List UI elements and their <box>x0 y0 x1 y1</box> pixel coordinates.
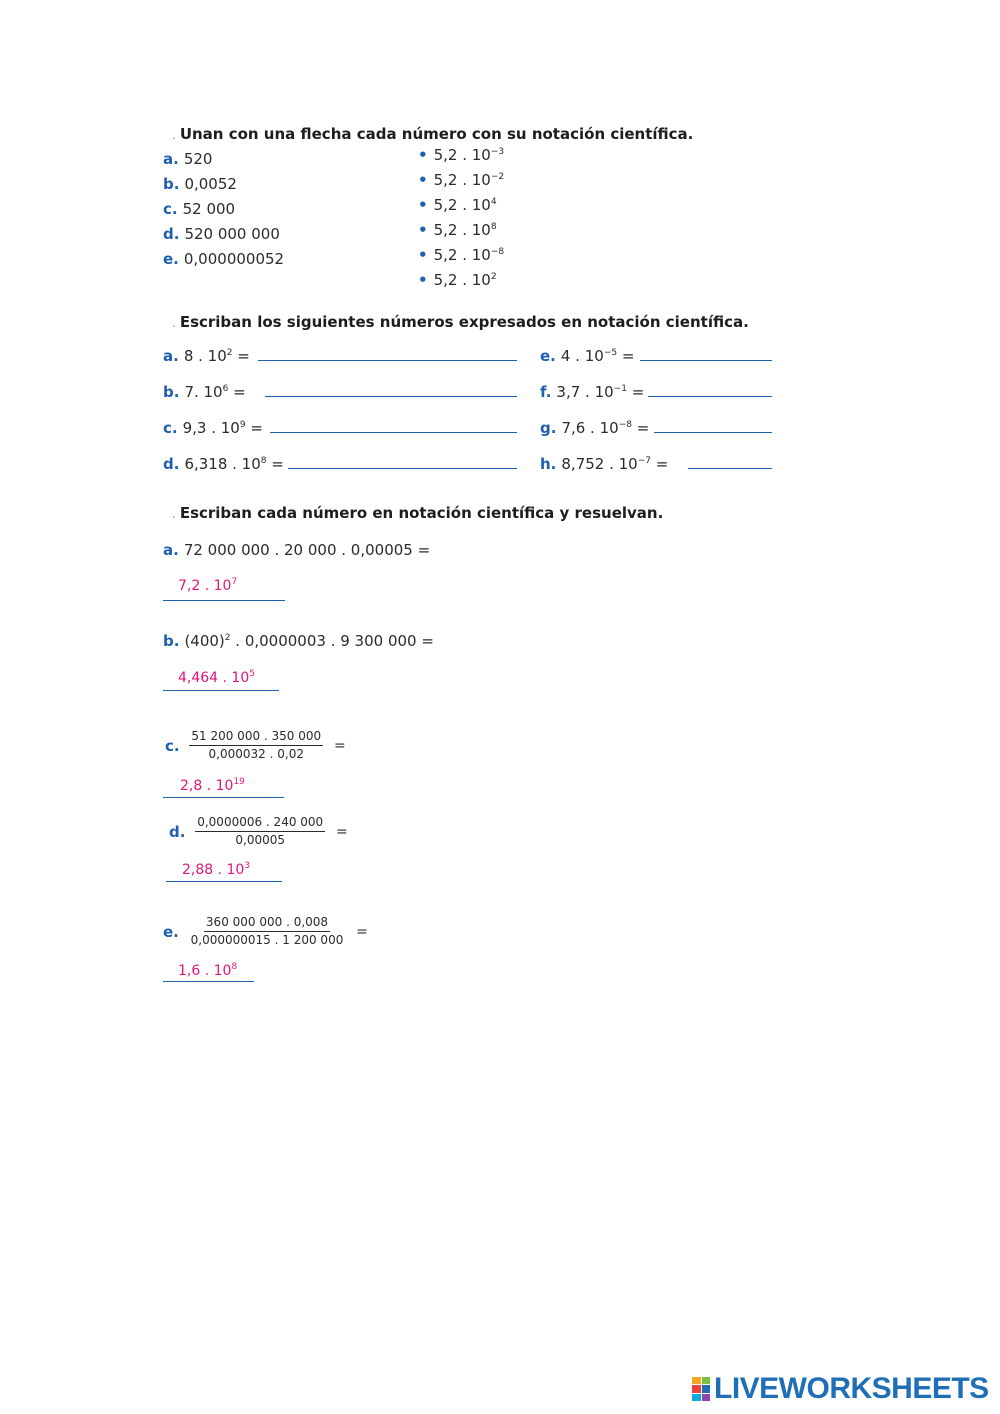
match-target[interactable]: • 5,2 . $10^4$ <box>418 196 497 214</box>
match-target[interactable]: • 5,2 . $10^{-2}$ <box>418 171 505 189</box>
answer-text-c[interactable]: 2,8 . $10^{19}$ <box>180 777 245 794</box>
answer-field-g[interactable] <box>654 416 772 433</box>
exercise-2-title: . Escriban los siguientes números expresados en notación científica. <box>172 313 749 331</box>
list-item: d. 520 000 000 <box>163 225 280 243</box>
ex2-item-h: h. 8,752 . $10^{-7}$ = <box>540 455 669 473</box>
fraction: $\frac{0,0000006 . 240 000}{0,00005}$ <box>197 815 324 847</box>
answer-text-e[interactable]: 1,6 . $10^8$ <box>178 962 238 979</box>
ex3-item-d: d. $\frac{0,0000006 . 240 000}{0,00005}$ = <box>169 815 348 847</box>
logo-square <box>692 1385 701 1392</box>
ex2-item-b: b. 7. $10^6$ = <box>163 383 246 401</box>
answer-field-a[interactable] <box>258 344 517 361</box>
ex3-item-c: c. $\frac{51 200 000 . 350 000}{0,000032 . 0,02}$ = <box>165 729 346 761</box>
logo-text: LIVEWORKSHEETS <box>714 1372 989 1405</box>
liveworksheets-logo <box>692 1374 989 1404</box>
answer-text-b[interactable]: 4,464 . $10^5$ <box>178 669 255 686</box>
logo-square <box>702 1377 711 1384</box>
answer-line-d <box>166 881 282 882</box>
list-item: c. 52 000 <box>163 200 236 218</box>
answer-line-c <box>163 797 284 798</box>
ex3-item-e: e. $\frac{360 000 000 . 0,008}{0,000000015 . 1 200 000}$ = <box>163 915 368 947</box>
ex2-item-g: g. 7,6 . $10^{-8}$ = <box>540 419 650 437</box>
ex2-item-f: f. 3,7 . $10^{-1}$ = <box>540 383 645 401</box>
fraction: $\frac{51 200 000 . 350 000}{0,000032 . 0,02}$ <box>191 729 322 761</box>
match-target[interactable]: • 5,2 . $10^{-8}$ <box>418 246 505 264</box>
answer-line-e <box>163 981 254 982</box>
logo-square <box>702 1385 711 1392</box>
exercise-3-title: . Escriban cada número en notación científica y resuelvan. <box>172 504 664 522</box>
answer-line-b <box>163 690 279 691</box>
answer-field-e[interactable] <box>640 344 772 361</box>
list-item: e. 0,000000052 <box>163 250 285 268</box>
answer-text-d[interactable]: 2,88 . $10^3$ <box>182 861 251 878</box>
answer-text-a[interactable]: 7,2 . $10^7$ <box>178 577 238 594</box>
answer-field-h[interactable] <box>688 452 772 469</box>
logo-square <box>692 1377 701 1384</box>
match-target[interactable]: • 5,2 . $10^2$ <box>418 271 497 289</box>
logo-square <box>692 1394 701 1401</box>
ex2-item-d: d. 6,318 . $10^8$ = <box>163 455 284 473</box>
logo-square <box>702 1394 711 1401</box>
ex2-item-c: c. 9,3 . $10^9$ = <box>163 419 263 437</box>
fraction: $\frac{360 000 000 . 0,008}{0,000000015 . 1 200 000}$ <box>190 915 344 947</box>
exercise-1-title: . Unan con una flecha cada número con su notación científica. <box>172 125 694 143</box>
list-item: b. 0,0052 <box>163 175 237 193</box>
answer-field-d[interactable] <box>288 452 517 469</box>
ex3-item-a: a. 72 000 000 . 20 000 . 0,00005 = <box>163 541 431 559</box>
ex2-item-e: e. 4 . $10^{-5}$ = <box>540 347 635 365</box>
match-target[interactable]: • 5,2 . $10^{-3}$ <box>418 146 505 164</box>
answer-field-f[interactable] <box>648 380 772 397</box>
list-item: a. 520 <box>163 150 213 168</box>
answer-line-a <box>163 600 285 601</box>
match-target[interactable]: • 5,2 . $10^8$ <box>418 221 497 239</box>
logo-mark-icon <box>692 1377 710 1401</box>
answer-field-c[interactable] <box>270 416 517 433</box>
ex3-item-b: b. $(400)^2$ . 0,0000003 . 9 300 000 = <box>163 632 434 650</box>
answer-field-b[interactable] <box>265 380 517 397</box>
ex2-item-a: a. 8 . $10^2$ = <box>163 347 250 365</box>
